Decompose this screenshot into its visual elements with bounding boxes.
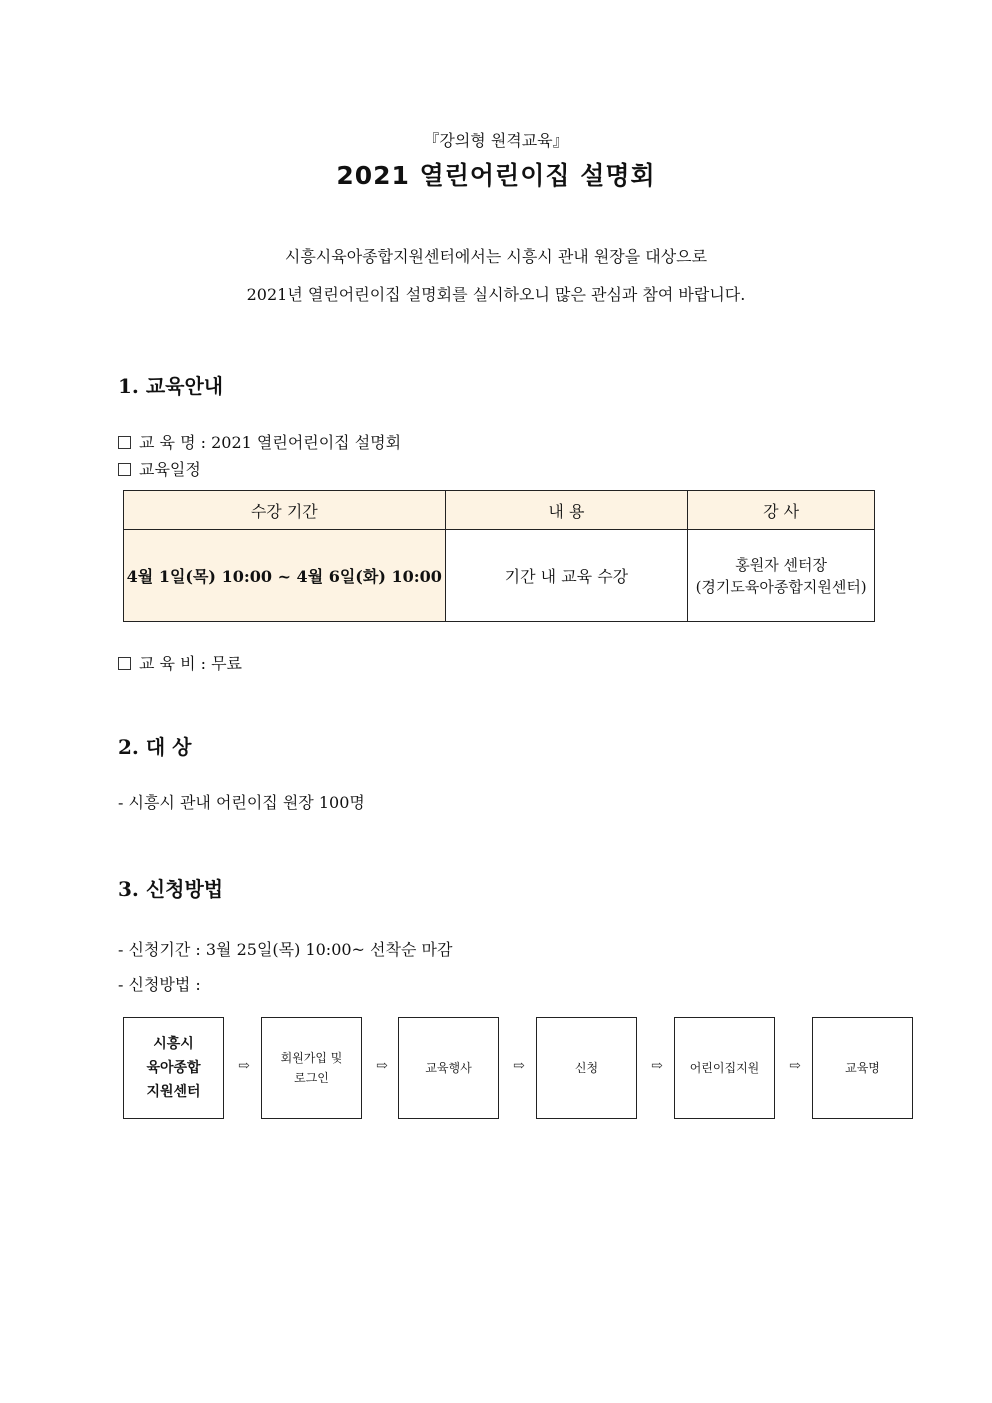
flow-step-4 [536, 1017, 637, 1119]
lecturer-org: (경기도육아종합지원센터) [695, 577, 867, 596]
flow-step-1-line-3: 지원센터 [146, 1084, 201, 1100]
schedule-line [118, 457, 201, 480]
flow-arrow-icon: ⇨ [376, 1058, 388, 1074]
flow-step-1-line-2: 육아종합 [146, 1060, 201, 1076]
fee-line [118, 651, 242, 674]
section-heading-target: 2. 대 상 [118, 735, 192, 759]
flow-step-6 [812, 1017, 913, 1119]
table-row [124, 530, 875, 622]
flow-step-4-label: 신청 [574, 1061, 599, 1075]
flow-step-3-label: 교육행사 [425, 1061, 472, 1075]
checkbox-square-icon [118, 436, 131, 449]
table-header-period: 수강 기간 [124, 491, 446, 530]
lecturer-name: 홍원자 센터장 [735, 555, 827, 574]
intro-line-2: 2021년 열린어린이집 설명회를 실시하오니 많은 관심과 참여 바랍니다. [246, 285, 746, 304]
flow-arrow-icon: ⇨ [651, 1058, 663, 1074]
schedule-label: 교육일정 [139, 460, 201, 479]
edu-name-line [118, 430, 401, 453]
flow-step-3 [398, 1017, 499, 1119]
checkbox-square-icon [118, 657, 131, 670]
table-header-lecturer: 강 사 [688, 491, 875, 530]
flow-arrow-icon: ⇨ [238, 1058, 250, 1074]
flow-step-2-line-1: 회원가입 및 [280, 1051, 343, 1065]
intro-line-1: 시흥시육아종합지원센터에서는 시흥시 관내 원장을 대상으로 [284, 247, 708, 266]
section-heading-application: 3. 신청방법 [118, 877, 224, 901]
flow-arrow-icon: ⇨ [513, 1058, 525, 1074]
document-title: 2021 열린어린이집 설명회 [336, 161, 656, 190]
table-header-row [124, 491, 875, 530]
edu-name-text: 교 육 명 : 2021 열린어린이집 설명회 [139, 433, 402, 452]
target-line: - 시흥시 관내 어린이집 원장 100명 [118, 793, 365, 812]
flow-step-5 [674, 1017, 775, 1119]
section-heading-education: 1. 교육안내 [118, 374, 224, 398]
schedule-table [123, 490, 875, 622]
flow-arrow-icon: ⇨ [789, 1058, 801, 1074]
flow-step-1-line-1: 시흥시 [153, 1036, 194, 1052]
table-cell-period: 4월 1일(목) 10:00 ~ 4월 6일(화) 10:00 [124, 530, 446, 622]
checkbox-square-icon [118, 463, 131, 476]
flow-step-2-line-2: 로그인 [294, 1071, 329, 1085]
flow-step-2 [261, 1017, 362, 1119]
document-subtitle: 『강의형 원격교육』 [423, 131, 569, 150]
fee-text: 교 육 비 : 무료 [139, 654, 243, 673]
table-header-content: 내 용 [445, 491, 688, 530]
application-period-line: - 신청기간 : 3월 25일(목) 10:00~ 선착순 마감 [118, 940, 453, 959]
table-cell-lecturer [688, 530, 875, 622]
table-cell-content: 기간 내 교육 수강 [445, 530, 688, 622]
flow-step-5-label: 어린이집지원 [689, 1061, 760, 1075]
flow-step-6-label: 교육명 [845, 1061, 880, 1075]
application-method-label: - 신청방법 : [118, 975, 201, 994]
flow-step-1 [123, 1017, 224, 1119]
